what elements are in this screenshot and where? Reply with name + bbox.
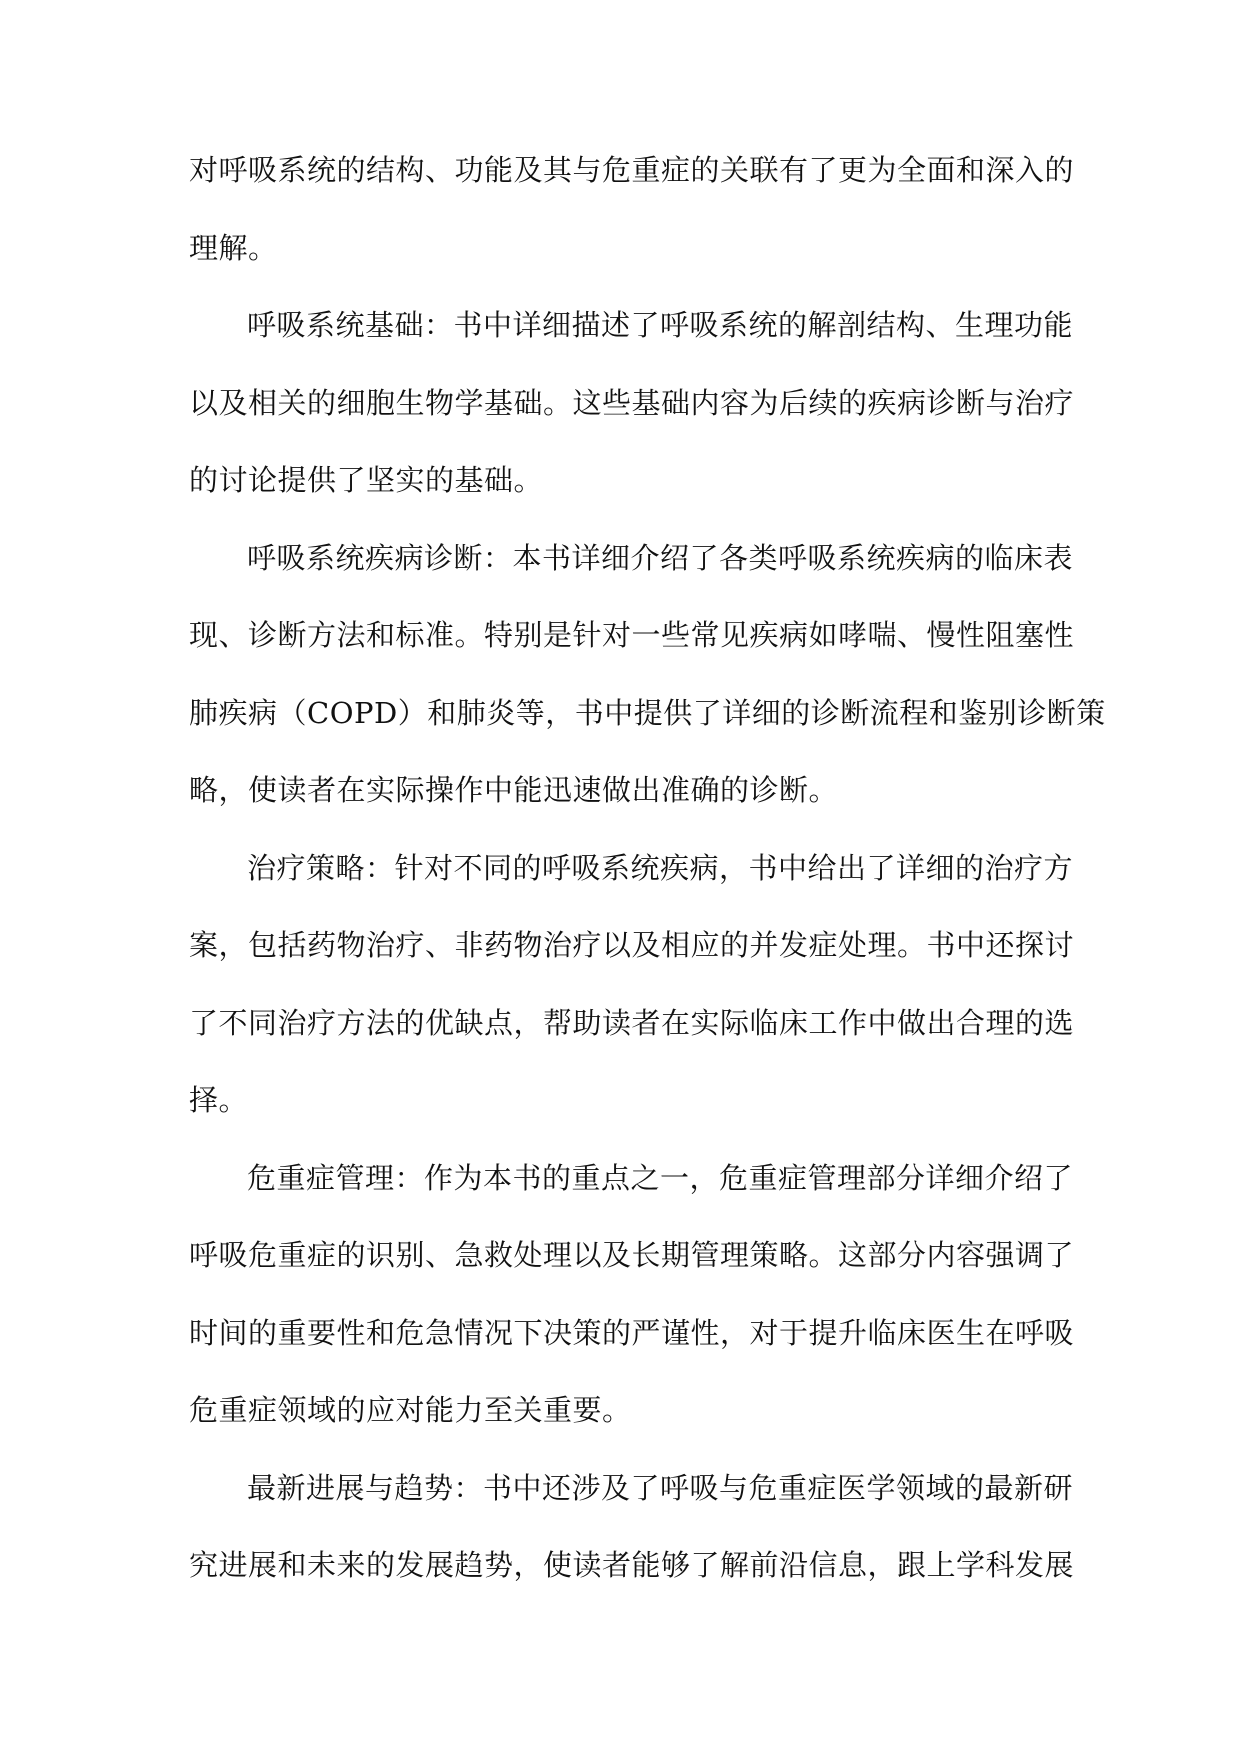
text-line: 择。 xyxy=(189,1083,249,1117)
paragraph-start-line: 治疗策略：针对不同的呼吸系统疾病，书中给出了详细的治疗方 xyxy=(247,850,1074,885)
text-line: 略，使读者在实际操作中能迅速做出准确的诊断。 xyxy=(189,773,839,807)
text-line: 的讨论提供了坚实的基础。 xyxy=(189,463,544,497)
text-line: 时间的重要性和危急情况下决策的严谨性，对于提升临床医生在呼吸 xyxy=(189,1315,1075,1350)
text-line: 呼吸危重症的识别、急救处理以及长期管理策略。这部分内容强调了 xyxy=(189,1238,1075,1272)
text-line: 案，包括药物治疗、非药物治疗以及相应的并发症处理。书中还探讨 xyxy=(189,928,1075,962)
paragraph-start-line: 危重症管理：作为本书的重点之一，危重症管理部分详细介绍了 xyxy=(247,1160,1074,1195)
text-line: 对呼吸系统的结构、功能及其与危重症的关联有了更为全面和深入的 xyxy=(189,153,1075,187)
text-line: 了不同治疗方法的优缺点，帮助读者在实际临床工作中做出合理的选 xyxy=(189,1005,1075,1040)
text-line: 现、诊断方法和标准。特别是针对一些常见疾病如哮喘、慢性阻塞性 xyxy=(189,618,1075,652)
text-line: 究进展和未来的发展趋势，使读者能够了解前沿信息，跟上学科发展 xyxy=(189,1548,1075,1582)
body-text xyxy=(189,142,1106,1615)
text-line: 危重症领域的应对能力至关重要。 xyxy=(189,1393,632,1427)
paragraph-start-line: 呼吸系统疾病诊断：本书详细介绍了各类呼吸系统疾病的临床表 xyxy=(247,540,1074,575)
paragraph-start-line: 最新进展与趋势：书中还涉及了呼吸与危重症医学领域的最新研 xyxy=(247,1470,1074,1505)
text-line: 以及相关的细胞生物学基础。这些基础内容为后续的疾病诊断与治疗 xyxy=(189,385,1075,420)
paragraph-start-line: 呼吸系统基础：书中详细描述了呼吸系统的解剖结构、生理功能 xyxy=(247,308,1074,342)
text-line: 肺疾病（COPD）和肺炎等，书中提供了详细的诊断流程和鉴别诊断策 xyxy=(189,695,1106,730)
text-line: 理解。 xyxy=(189,230,278,265)
